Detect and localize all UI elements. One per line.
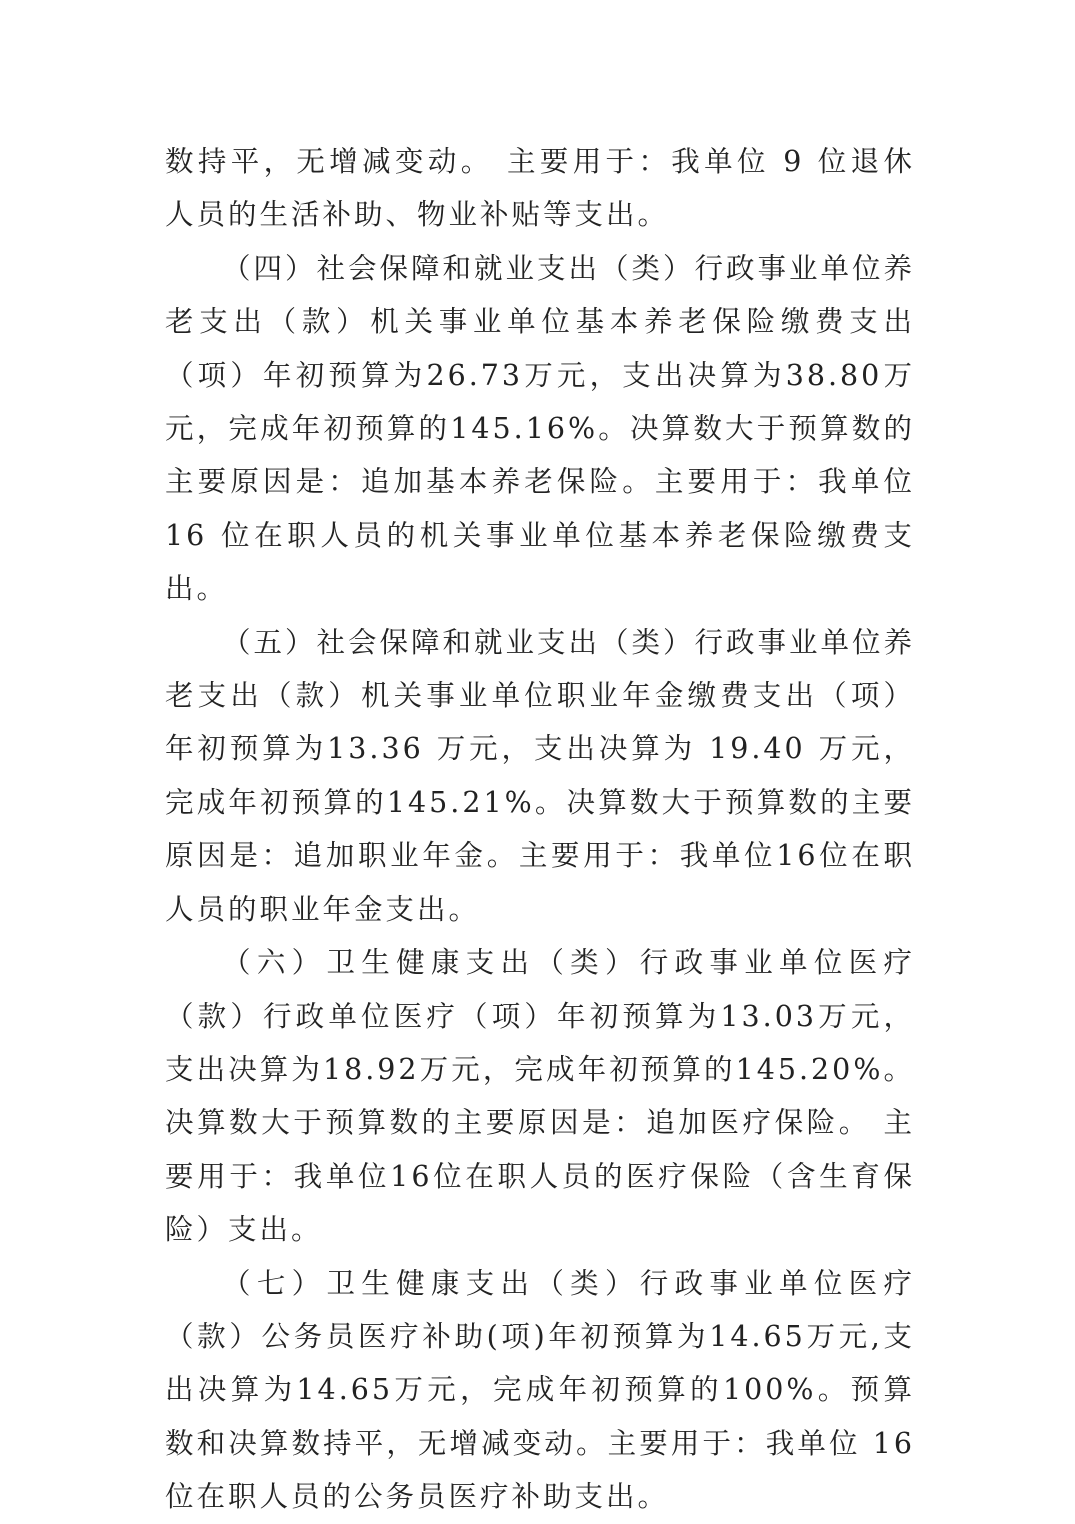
paragraph-section-7: （七）卫生健康支出（类）行政事业单位医疗（款）公务员医疗补助(项)年初预算为14.65万元,支出决算为14.65万元，完成年初预算的100%。预算数和决算数持平，无增减变动。主要用于：我单位 16 位在职人员的公务员医疗补助支出。 bbox=[165, 1266, 915, 1514]
paragraph-section-4: （四）社会保障和就业支出（类）行政事业单位养老支出（款）机关事业单位基本养老保险缴费支出（项）年初预算为26.73万元，支出决算为38.80万元，完成年初预算的145.16%。决算数大于预算数的主要原因是：追加基本养老保险。主要用于：我单位 16 位在职人员的机关事业单位基本养老保险缴费支出。 bbox=[165, 251, 916, 606]
paragraph-section-6: （六）卫生健康支出（类）行政事业单位医疗（款）行政单位医疗（项）年初预算为13.03万元，支出决算为18.92万元，完成年初预算的145.20%。决算数大于预算数的主要原因是：追加医疗保险。 主要用于：我单位16位在职人员的医疗保险（含生育保险）支出。 bbox=[165, 946, 915, 1247]
paragraph-section-5: （五）社会保障和就业支出（类）行政事业单位养老支出（款）机关事业单位职业年金缴费支出（项）年初预算为13.36 万元，支出决算为 19.40 万元，完成年初预算的145.21%。决算数大于预算数的主要原因是：追加职业年金。主要用于：我单位16位在职人员的职业年金支出。 bbox=[165, 625, 916, 926]
paragraph-continuation: 数持平，无增减变动。 主要用于：我单位 9 位退休人员的生活补助、物业补贴等支出。 bbox=[165, 145, 915, 232]
body-text bbox=[165, 135, 915, 1524]
